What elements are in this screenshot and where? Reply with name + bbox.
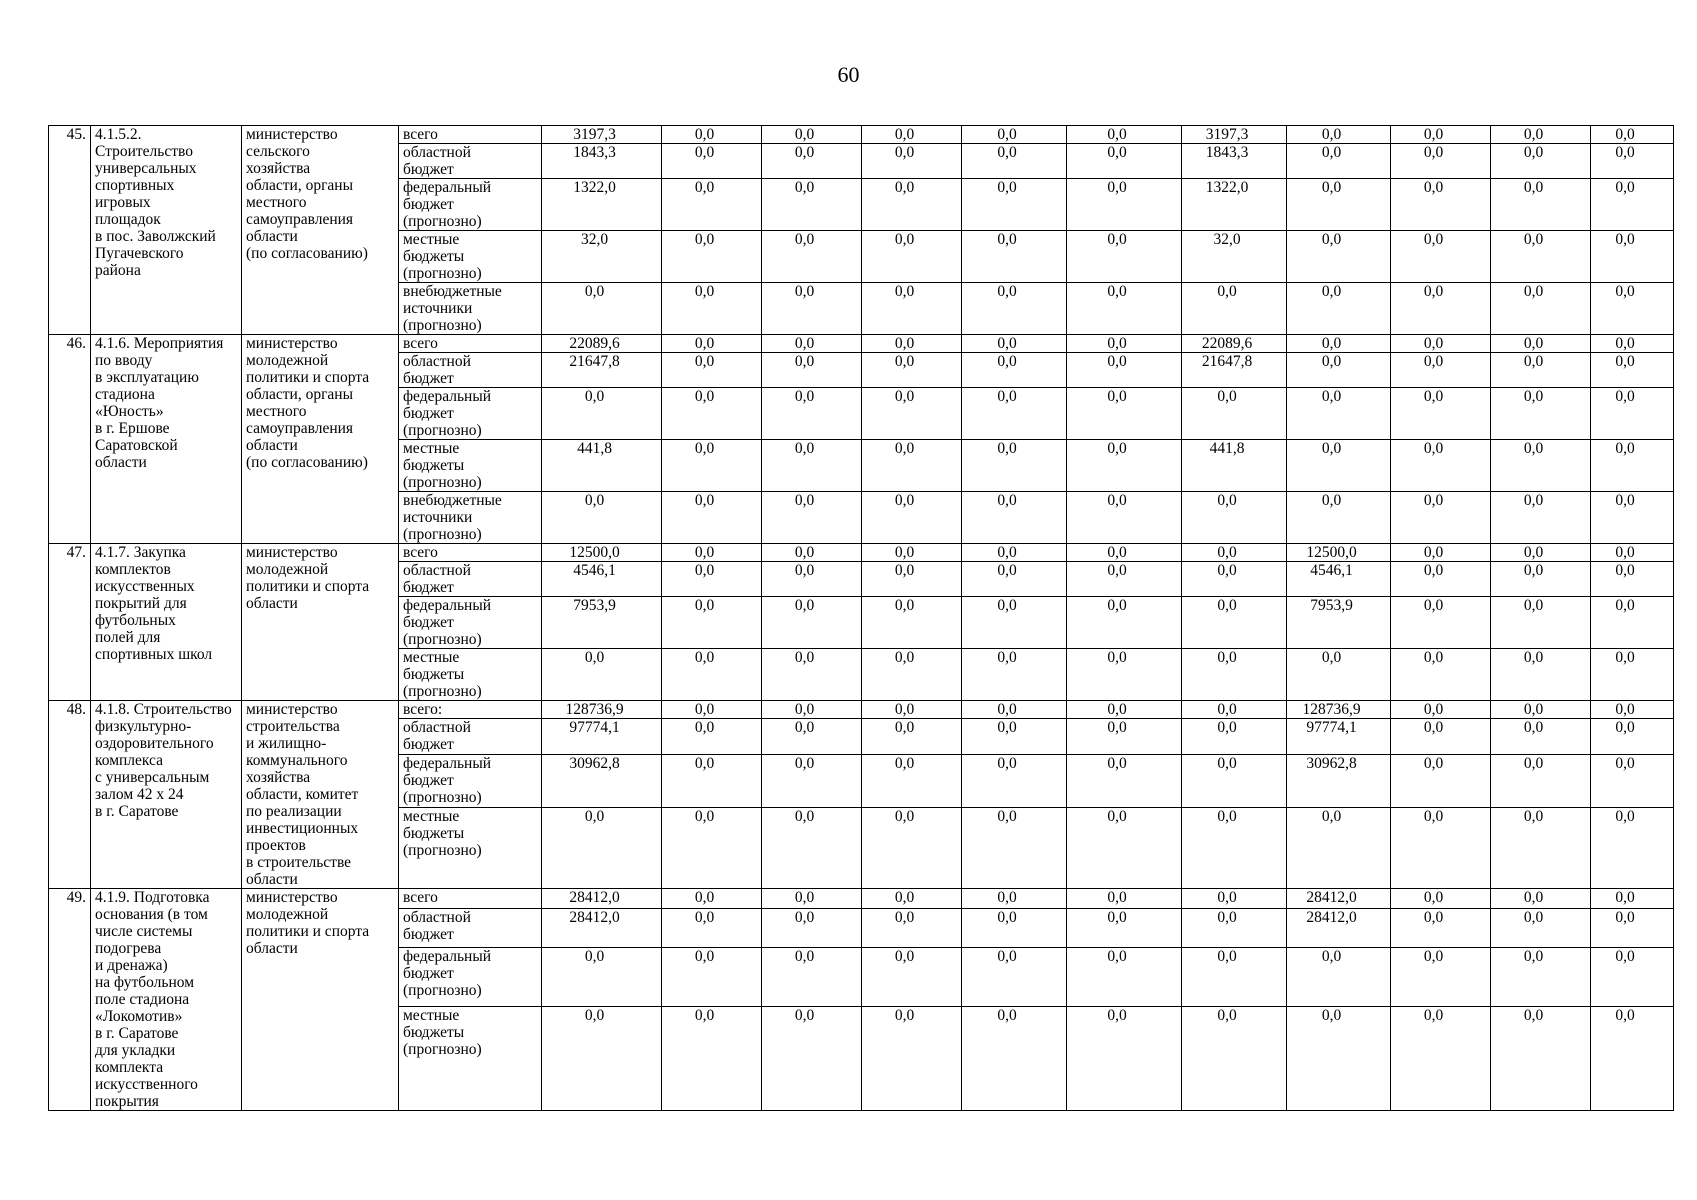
table-row xyxy=(49,701,1674,719)
amount-cell: 0,0 xyxy=(762,492,862,544)
amount-cell: 0,0 xyxy=(1182,889,1287,909)
amount-cell: 0,0 xyxy=(762,440,862,492)
amount-cell: 21647,8 xyxy=(1182,353,1287,388)
amount-cell: 0,0 xyxy=(1067,597,1182,649)
amount-cell: 0,0 xyxy=(962,179,1067,231)
amount-cell: 0,0 xyxy=(1391,231,1491,283)
amount-cell: 0,0 xyxy=(962,353,1067,388)
amount-cell: 0,0 xyxy=(1591,388,1674,440)
amount-cell: 0,0 xyxy=(662,948,762,1006)
amount-cell: 0,0 xyxy=(1591,126,1674,144)
amount-cell: 0,0 xyxy=(662,492,762,544)
amount-cell: 0,0 xyxy=(1067,948,1182,1006)
amount-cell: 0,0 xyxy=(1182,755,1287,808)
amount-cell: 0,0 xyxy=(862,808,962,889)
funding-source: местные бюджеты (прогнозно) xyxy=(399,440,542,492)
amount-cell: 0,0 xyxy=(1491,179,1591,231)
amount-cell: 0,0 xyxy=(1067,231,1182,283)
amount-cell: 1843,3 xyxy=(1182,144,1287,179)
amount-cell: 0,0 xyxy=(1391,126,1491,144)
amount-cell: 0,0 xyxy=(1591,562,1674,597)
amount-cell: 0,0 xyxy=(1287,179,1391,231)
amount-cell: 0,0 xyxy=(962,388,1067,440)
amount-cell: 0,0 xyxy=(1491,755,1591,808)
amount-cell: 0,0 xyxy=(1182,562,1287,597)
executor: министерство сельского хозяйства области, органы местного самоуправления области (по согласованию) xyxy=(242,126,399,335)
amount-cell: 0,0 xyxy=(1067,126,1182,144)
amount-cell: 0,0 xyxy=(662,562,762,597)
amount-cell: 0,0 xyxy=(1491,701,1591,719)
amount-cell: 0,0 xyxy=(1591,544,1674,562)
amount-cell: 0,0 xyxy=(1391,649,1491,701)
amount-cell: 0,0 xyxy=(1287,492,1391,544)
amount-cell: 0,0 xyxy=(662,719,762,755)
amount-cell: 0,0 xyxy=(862,179,962,231)
amount-cell: 0,0 xyxy=(1182,492,1287,544)
amount-cell: 0,0 xyxy=(762,231,862,283)
amount-cell: 0,0 xyxy=(762,909,862,948)
amount-cell: 0,0 xyxy=(662,808,762,889)
amount-cell: 0,0 xyxy=(662,440,762,492)
amount-cell: 1322,0 xyxy=(1182,179,1287,231)
amount-cell: 0,0 xyxy=(1591,179,1674,231)
amount-cell: 0,0 xyxy=(1591,719,1674,755)
amount-cell: 0,0 xyxy=(1391,353,1491,388)
amount-cell: 0,0 xyxy=(1391,808,1491,889)
amount-cell: 21647,8 xyxy=(542,353,662,388)
amount-cell: 0,0 xyxy=(1491,889,1591,909)
amount-cell: 0,0 xyxy=(1491,144,1591,179)
amount-cell: 0,0 xyxy=(862,909,962,948)
amount-cell: 0,0 xyxy=(1067,889,1182,909)
funding-source: всего xyxy=(399,889,542,909)
amount-cell: 0,0 xyxy=(542,283,662,335)
amount-cell: 0,0 xyxy=(662,144,762,179)
amount-cell: 3197,3 xyxy=(1182,126,1287,144)
amount-cell: 0,0 xyxy=(762,144,862,179)
amount-cell: 0,0 xyxy=(1287,808,1391,889)
amount-cell: 0,0 xyxy=(762,283,862,335)
row-number: 49. xyxy=(49,889,91,1111)
amount-cell: 0,0 xyxy=(1067,909,1182,948)
executor: министерство молодежной политики и спорта области xyxy=(242,544,399,701)
amount-cell: 0,0 xyxy=(662,283,762,335)
amount-cell: 0,0 xyxy=(862,126,962,144)
amount-cell: 0,0 xyxy=(1287,231,1391,283)
amount-cell: 32,0 xyxy=(1182,231,1287,283)
amount-cell: 0,0 xyxy=(542,388,662,440)
amount-cell: 0,0 xyxy=(1491,1006,1591,1110)
table-row xyxy=(49,889,1674,909)
funding-source: областной бюджет xyxy=(399,144,542,179)
amount-cell: 0,0 xyxy=(862,388,962,440)
amount-cell: 0,0 xyxy=(862,492,962,544)
amount-cell: 0,0 xyxy=(1391,562,1491,597)
page-number: 60 xyxy=(837,62,860,87)
amount-cell: 0,0 xyxy=(1067,144,1182,179)
budget-table xyxy=(48,125,1674,1111)
row-number: 46. xyxy=(49,335,91,544)
funding-source: областной бюджет xyxy=(399,909,542,948)
amount-cell: 0,0 xyxy=(1591,144,1674,179)
funding-source: федеральный бюджет (прогнозно) xyxy=(399,388,542,440)
amount-cell: 0,0 xyxy=(662,231,762,283)
amount-cell: 441,8 xyxy=(542,440,662,492)
amount-cell: 0,0 xyxy=(662,701,762,719)
amount-cell: 0,0 xyxy=(862,597,962,649)
measure-name: 4.1.6. Мероприятия по вводу в эксплуатацию стадиона «Юность» в г. Ершове Саратовской области xyxy=(91,335,242,544)
amount-cell: 0,0 xyxy=(1591,492,1674,544)
amount-cell: 0,0 xyxy=(962,492,1067,544)
amount-cell: 0,0 xyxy=(762,562,862,597)
amount-cell: 128736,9 xyxy=(1287,701,1391,719)
amount-cell: 0,0 xyxy=(1182,701,1287,719)
amount-cell: 7953,9 xyxy=(542,597,662,649)
amount-cell: 0,0 xyxy=(1491,335,1591,353)
amount-cell: 0,0 xyxy=(962,889,1067,909)
amount-cell: 0,0 xyxy=(1067,755,1182,808)
amount-cell: 0,0 xyxy=(762,597,862,649)
amount-cell: 0,0 xyxy=(962,755,1067,808)
amount-cell: 0,0 xyxy=(962,701,1067,719)
amount-cell: 0,0 xyxy=(1391,701,1491,719)
amount-cell: 28412,0 xyxy=(542,889,662,909)
amount-cell: 0,0 xyxy=(962,126,1067,144)
measure-name: 4.1.5.2. Строительство универсальных спортивных игровых площадок в пос. Заволжский Пугачевского района xyxy=(91,126,242,335)
amount-cell: 0,0 xyxy=(1591,335,1674,353)
amount-cell: 0,0 xyxy=(1287,1006,1391,1110)
amount-cell: 0,0 xyxy=(1491,283,1591,335)
amount-cell: 128736,9 xyxy=(542,701,662,719)
amount-cell: 4546,1 xyxy=(1287,562,1391,597)
amount-cell: 0,0 xyxy=(1287,353,1391,388)
amount-cell: 0,0 xyxy=(1182,283,1287,335)
row-number: 48. xyxy=(49,701,91,889)
row-number: 47. xyxy=(49,544,91,701)
amount-cell: 0,0 xyxy=(1391,889,1491,909)
funding-source: областной бюджет xyxy=(399,719,542,755)
amount-cell: 7953,9 xyxy=(1287,597,1391,649)
funding-source: местные бюджеты (прогнозно) xyxy=(399,808,542,889)
amount-cell: 0,0 xyxy=(1287,144,1391,179)
amount-cell: 0,0 xyxy=(1182,388,1287,440)
amount-cell: 0,0 xyxy=(962,948,1067,1006)
amount-cell: 0,0 xyxy=(1491,808,1591,889)
amount-cell: 0,0 xyxy=(1591,283,1674,335)
amount-cell: 0,0 xyxy=(1391,755,1491,808)
amount-cell: 30962,8 xyxy=(542,755,662,808)
funding-source: местные бюджеты (прогнозно) xyxy=(399,1006,542,1110)
amount-cell: 0,0 xyxy=(1182,544,1287,562)
amount-cell: 0,0 xyxy=(762,808,862,889)
amount-cell: 1843,3 xyxy=(542,144,662,179)
funding-source: федеральный бюджет (прогнозно) xyxy=(399,948,542,1006)
funding-source: всего xyxy=(399,544,542,562)
amount-cell: 0,0 xyxy=(1591,909,1674,948)
amount-cell: 0,0 xyxy=(762,889,862,909)
measure-name: 4.1.9. Подготовка основания (в том числе системы подогрева и дренажа) на футбольном поле стадиона «Локомотив» в г. Саратове для укладки комплекта искусственного покрытия xyxy=(91,889,242,1111)
amount-cell: 0,0 xyxy=(762,126,862,144)
amount-cell: 0,0 xyxy=(1391,719,1491,755)
amount-cell: 0,0 xyxy=(1591,808,1674,889)
amount-cell: 0,0 xyxy=(1491,544,1591,562)
amount-cell: 0,0 xyxy=(1287,440,1391,492)
amount-cell: 0,0 xyxy=(662,649,762,701)
amount-cell: 0,0 xyxy=(762,1006,862,1110)
amount-cell: 0,0 xyxy=(1591,701,1674,719)
amount-cell: 0,0 xyxy=(1391,144,1491,179)
amount-cell: 0,0 xyxy=(762,353,862,388)
amount-cell: 0,0 xyxy=(1391,440,1491,492)
amount-cell: 3197,3 xyxy=(542,126,662,144)
amount-cell: 0,0 xyxy=(1491,492,1591,544)
amount-cell: 0,0 xyxy=(662,388,762,440)
amount-cell: 0,0 xyxy=(1491,353,1591,388)
funding-source: внебюджетные источники (прогнозно) xyxy=(399,283,542,335)
amount-cell: 0,0 xyxy=(962,283,1067,335)
amount-cell: 0,0 xyxy=(662,126,762,144)
amount-cell: 32,0 xyxy=(542,231,662,283)
funding-source: всего xyxy=(399,126,542,144)
amount-cell: 0,0 xyxy=(1182,909,1287,948)
amount-cell: 28412,0 xyxy=(1287,889,1391,909)
amount-cell: 0,0 xyxy=(1287,649,1391,701)
amount-cell: 0,0 xyxy=(1491,719,1591,755)
amount-cell: 0,0 xyxy=(1391,948,1491,1006)
amount-cell: 0,0 xyxy=(762,544,862,562)
amount-cell: 0,0 xyxy=(1491,948,1591,1006)
amount-cell: 0,0 xyxy=(1067,808,1182,889)
measure-name: 4.1.8. Строительство физкультурно- оздоровительного комплекса с универсальным залом 42 х 24 в г. Саратове xyxy=(91,701,242,889)
amount-cell: 0,0 xyxy=(1591,597,1674,649)
amount-cell: 0,0 xyxy=(1287,126,1391,144)
funding-source: всего xyxy=(399,335,542,353)
amount-cell: 0,0 xyxy=(1391,335,1491,353)
funding-source: областной бюджет xyxy=(399,562,542,597)
amount-cell: 0,0 xyxy=(542,808,662,889)
amount-cell: 1322,0 xyxy=(542,179,662,231)
amount-cell: 0,0 xyxy=(762,719,862,755)
amount-cell: 0,0 xyxy=(862,283,962,335)
amount-cell: 0,0 xyxy=(862,353,962,388)
amount-cell: 28412,0 xyxy=(542,909,662,948)
amount-cell: 22089,6 xyxy=(542,335,662,353)
table-row xyxy=(49,544,1674,562)
amount-cell: 0,0 xyxy=(962,649,1067,701)
amount-cell: 0,0 xyxy=(1287,388,1391,440)
amount-cell: 0,0 xyxy=(762,649,862,701)
amount-cell: 0,0 xyxy=(1591,440,1674,492)
amount-cell: 0,0 xyxy=(1067,335,1182,353)
amount-cell: 97774,1 xyxy=(542,719,662,755)
executor: министерство строительства и жилищно- коммунального хозяйства области, комитет по реализации инвестиционных проектов в строительстве области xyxy=(242,701,399,889)
amount-cell: 0,0 xyxy=(962,335,1067,353)
amount-cell: 0,0 xyxy=(1591,948,1674,1006)
amount-cell: 28412,0 xyxy=(1287,909,1391,948)
funding-source: федеральный бюджет (прогнозно) xyxy=(399,755,542,808)
amount-cell: 30962,8 xyxy=(1287,755,1391,808)
amount-cell: 0,0 xyxy=(1591,755,1674,808)
amount-cell: 0,0 xyxy=(862,649,962,701)
amount-cell: 0,0 xyxy=(862,719,962,755)
amount-cell: 0,0 xyxy=(1182,948,1287,1006)
amount-cell: 0,0 xyxy=(862,948,962,1006)
table-body xyxy=(49,126,1674,1111)
amount-cell: 0,0 xyxy=(662,889,762,909)
amount-cell: 0,0 xyxy=(1591,231,1674,283)
amount-cell: 0,0 xyxy=(1391,388,1491,440)
funding-source: местные бюджеты (прогнозно) xyxy=(399,231,542,283)
amount-cell: 0,0 xyxy=(662,755,762,808)
amount-cell: 0,0 xyxy=(1491,231,1591,283)
table-row xyxy=(49,126,1674,144)
amount-cell: 0,0 xyxy=(662,1006,762,1110)
amount-cell: 0,0 xyxy=(962,544,1067,562)
amount-cell: 0,0 xyxy=(962,909,1067,948)
funding-source: федеральный бюджет (прогнозно) xyxy=(399,597,542,649)
amount-cell: 0,0 xyxy=(1182,649,1287,701)
amount-cell: 0,0 xyxy=(1182,1006,1287,1110)
amount-cell: 0,0 xyxy=(662,353,762,388)
amount-cell: 0,0 xyxy=(762,335,862,353)
amount-cell: 0,0 xyxy=(1491,126,1591,144)
amount-cell: 4546,1 xyxy=(542,562,662,597)
amount-cell: 0,0 xyxy=(1391,544,1491,562)
amount-cell: 0,0 xyxy=(542,948,662,1006)
amount-cell: 0,0 xyxy=(1067,179,1182,231)
amount-cell: 0,0 xyxy=(962,440,1067,492)
amount-cell: 0,0 xyxy=(1067,562,1182,597)
amount-cell: 0,0 xyxy=(962,144,1067,179)
amount-cell: 0,0 xyxy=(1067,440,1182,492)
funding-source: федеральный бюджет (прогнозно) xyxy=(399,179,542,231)
amount-cell: 0,0 xyxy=(1067,544,1182,562)
executor: министерство молодежной политики и спорта области xyxy=(242,889,399,1111)
amount-cell: 97774,1 xyxy=(1287,719,1391,755)
funding-source: областной бюджет xyxy=(399,353,542,388)
amount-cell: 0,0 xyxy=(962,1006,1067,1110)
amount-cell: 12500,0 xyxy=(1287,544,1391,562)
amount-cell: 441,8 xyxy=(1182,440,1287,492)
amount-cell: 0,0 xyxy=(1067,719,1182,755)
amount-cell: 0,0 xyxy=(862,1006,962,1110)
amount-cell: 0,0 xyxy=(662,335,762,353)
amount-cell: 0,0 xyxy=(762,755,862,808)
funding-source: внебюджетные источники (прогнозно) xyxy=(399,492,542,544)
funding-source: местные бюджеты (прогнозно) xyxy=(399,649,542,701)
amount-cell: 0,0 xyxy=(1391,492,1491,544)
amount-cell: 0,0 xyxy=(1591,353,1674,388)
amount-cell: 0,0 xyxy=(1391,909,1491,948)
amount-cell: 0,0 xyxy=(762,701,862,719)
amount-cell: 0,0 xyxy=(1591,649,1674,701)
amount-cell: 0,0 xyxy=(1287,948,1391,1006)
amount-cell: 0,0 xyxy=(1391,597,1491,649)
amount-cell: 0,0 xyxy=(1491,597,1591,649)
amount-cell: 0,0 xyxy=(1491,562,1591,597)
amount-cell: 0,0 xyxy=(1591,1006,1674,1110)
amount-cell: 0,0 xyxy=(862,755,962,808)
amount-cell: 0,0 xyxy=(1491,440,1591,492)
amount-cell: 0,0 xyxy=(762,948,862,1006)
executor: министерство молодежной политики и спорта области, органы местного самоуправления области (по согласованию) xyxy=(242,335,399,544)
amount-cell: 0,0 xyxy=(1067,649,1182,701)
amount-cell: 0,0 xyxy=(1591,889,1674,909)
row-number: 45. xyxy=(49,126,91,335)
amount-cell: 0,0 xyxy=(962,597,1067,649)
amount-cell: 0,0 xyxy=(962,719,1067,755)
amount-cell: 0,0 xyxy=(1287,335,1391,353)
amount-cell: 0,0 xyxy=(862,562,962,597)
amount-cell: 0,0 xyxy=(962,562,1067,597)
table-row xyxy=(49,335,1674,353)
amount-cell: 0,0 xyxy=(1182,808,1287,889)
amount-cell: 0,0 xyxy=(1067,492,1182,544)
amount-cell: 0,0 xyxy=(1067,701,1182,719)
amount-cell: 0,0 xyxy=(862,701,962,719)
amount-cell: 0,0 xyxy=(1491,649,1591,701)
amount-cell: 0,0 xyxy=(542,649,662,701)
amount-cell: 0,0 xyxy=(1287,283,1391,335)
amount-cell: 0,0 xyxy=(862,889,962,909)
amount-cell: 0,0 xyxy=(662,597,762,649)
funding-source: всего: xyxy=(399,701,542,719)
amount-cell: 0,0 xyxy=(1067,1006,1182,1110)
amount-cell: 0,0 xyxy=(662,909,762,948)
amount-cell: 0,0 xyxy=(962,231,1067,283)
amount-cell: 0,0 xyxy=(542,492,662,544)
amount-cell: 12500,0 xyxy=(542,544,662,562)
amount-cell: 0,0 xyxy=(762,179,862,231)
amount-cell: 0,0 xyxy=(862,335,962,353)
amount-cell: 0,0 xyxy=(962,808,1067,889)
amount-cell: 0,0 xyxy=(1391,179,1491,231)
amount-cell: 0,0 xyxy=(762,388,862,440)
amount-cell: 0,0 xyxy=(662,179,762,231)
amount-cell: 0,0 xyxy=(1391,283,1491,335)
amount-cell: 0,0 xyxy=(1067,283,1182,335)
amount-cell: 0,0 xyxy=(862,440,962,492)
amount-cell: 0,0 xyxy=(1182,597,1287,649)
amount-cell: 0,0 xyxy=(1182,719,1287,755)
measure-name: 4.1.7. Закупка комплектов искусственных покрытий для футбольных полей для спортивных школ xyxy=(91,544,242,701)
amount-cell: 0,0 xyxy=(542,1006,662,1110)
amount-cell: 0,0 xyxy=(1067,388,1182,440)
amount-cell: 0,0 xyxy=(1491,388,1591,440)
amount-cell: 0,0 xyxy=(1067,353,1182,388)
amount-cell: 0,0 xyxy=(862,544,962,562)
amount-cell: 22089,6 xyxy=(1182,335,1287,353)
amount-cell: 0,0 xyxy=(862,144,962,179)
amount-cell: 0,0 xyxy=(662,544,762,562)
amount-cell: 0,0 xyxy=(1391,1006,1491,1110)
amount-cell: 0,0 xyxy=(1491,909,1591,948)
amount-cell: 0,0 xyxy=(862,231,962,283)
